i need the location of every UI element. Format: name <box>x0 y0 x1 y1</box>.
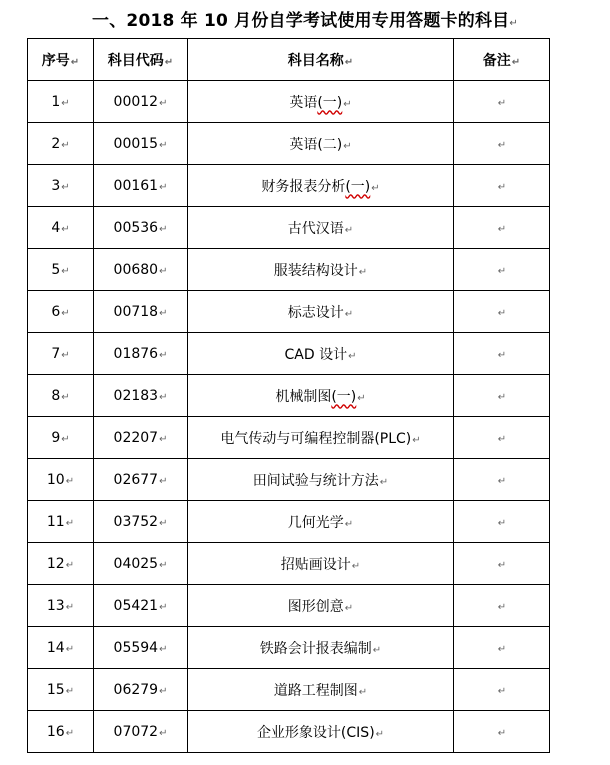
name-value: 图形创意 <box>287 598 344 615</box>
code-value: 00161 <box>113 177 159 194</box>
name-suffix-spellcheck: (一) <box>317 94 343 111</box>
cell-name <box>188 291 454 333</box>
paragraph-mark-icon: ↵ <box>159 685 168 697</box>
cell-seq <box>28 333 94 375</box>
paragraph-mark-icon: ↵ <box>497 391 507 403</box>
subjects-table <box>27 38 550 753</box>
paragraph-mark-icon: ↵ <box>497 517 507 529</box>
cell-code <box>94 669 188 711</box>
paragraph-mark-icon: ↵ <box>497 265 507 277</box>
name-value: 财务报表分析 <box>261 178 346 195</box>
cell-seq <box>28 417 94 459</box>
paragraph-mark-icon: ↵ <box>65 559 75 571</box>
seq-value: 15 <box>46 681 65 698</box>
paragraph-mark-icon: ↵ <box>159 307 168 319</box>
paragraph-mark-icon: ↵ <box>65 685 75 697</box>
paragraph-mark-icon: ↵ <box>65 601 75 613</box>
code-value: 04025 <box>113 555 159 572</box>
table-row <box>28 417 550 459</box>
header-name-label: 科目名称 <box>287 52 344 69</box>
cell-seq <box>28 291 94 333</box>
cell-code <box>94 375 188 417</box>
paragraph-mark-icon: ↵ <box>61 391 70 403</box>
table-row <box>28 291 550 333</box>
paragraph-mark-icon: ↵ <box>159 601 168 613</box>
cell-note <box>454 249 550 291</box>
paragraph-mark-icon: ↵ <box>61 97 70 109</box>
paragraph-mark-icon: ↵ <box>65 475 75 487</box>
cell-name <box>188 81 454 123</box>
table-row <box>28 375 550 417</box>
cell-seq <box>28 585 94 627</box>
table-row <box>28 165 550 207</box>
code-value: 00536 <box>113 219 159 236</box>
cell-note <box>454 81 550 123</box>
cell-code <box>94 123 188 165</box>
cell-note <box>454 543 550 585</box>
paragraph-mark-icon: ↵ <box>351 560 361 572</box>
code-value: 05594 <box>113 639 159 656</box>
seq-value: 3 <box>51 177 61 194</box>
table-row <box>28 669 550 711</box>
seq-value: 7 <box>51 345 61 362</box>
paragraph-mark-icon: ↵ <box>65 643 75 655</box>
header-name <box>188 39 454 81</box>
seq-value: 1 <box>51 93 61 110</box>
paragraph-mark-icon: ↵ <box>344 224 354 236</box>
paragraph-mark-icon: ↵ <box>497 223 507 235</box>
name-value: 道路工程制图 <box>273 682 358 699</box>
table-header-row <box>28 39 550 81</box>
cell-seq <box>28 375 94 417</box>
table-row <box>28 501 550 543</box>
cell-code <box>94 291 188 333</box>
paragraph-mark-icon: ↵ <box>372 644 382 656</box>
seq-value: 11 <box>46 513 65 530</box>
paragraph-mark-icon: ↵ <box>358 266 368 278</box>
header-seq-label: 序号 <box>41 52 70 69</box>
cell-name <box>188 417 454 459</box>
code-value: 07072 <box>113 723 159 740</box>
name-value: CAD 设计 <box>284 346 348 363</box>
cell-seq <box>28 459 94 501</box>
cell-name <box>188 375 454 417</box>
cell-name <box>188 627 454 669</box>
table-row <box>28 333 550 375</box>
cell-seq <box>28 123 94 165</box>
paragraph-mark-icon: ↵ <box>371 182 380 194</box>
paragraph-mark-icon: ↵ <box>509 18 518 29</box>
cell-name <box>188 249 454 291</box>
name-value: 田间试验与统计方法 <box>252 472 379 489</box>
cell-note <box>454 459 550 501</box>
paragraph-mark-icon: ↵ <box>497 727 507 739</box>
name-value: 英语 <box>289 94 318 111</box>
paragraph-mark-icon: ↵ <box>357 392 366 404</box>
document-title-text: 一、2018 年 10 月份自学考试使用专用答题卡的科目 <box>92 11 510 31</box>
name-value: 招贴画设计 <box>280 556 351 573</box>
paragraph-mark-icon: ↵ <box>159 643 168 655</box>
cell-code <box>94 627 188 669</box>
paragraph-mark-icon: ↵ <box>61 181 70 193</box>
cell-note <box>454 333 550 375</box>
paragraph-mark-icon: ↵ <box>159 349 168 361</box>
cell-note <box>454 585 550 627</box>
paragraph-mark-icon: ↵ <box>61 307 70 319</box>
name-value: 古代汉语 <box>287 220 344 237</box>
cell-note <box>454 711 550 753</box>
name-value: 机械制图 <box>275 388 332 405</box>
paragraph-mark-icon: ↵ <box>375 728 385 740</box>
cell-code <box>94 165 188 207</box>
cell-name <box>188 459 454 501</box>
paragraph-mark-icon: ↵ <box>343 140 352 152</box>
cell-note <box>454 417 550 459</box>
paragraph-mark-icon: ↵ <box>344 308 354 320</box>
paragraph-mark-icon: ↵ <box>497 433 507 445</box>
cell-note <box>454 669 550 711</box>
paragraph-mark-icon: ↵ <box>497 181 507 193</box>
cell-seq <box>28 249 94 291</box>
paragraph-mark-icon: ↵ <box>379 476 389 488</box>
cell-name <box>188 333 454 375</box>
cell-seq <box>28 81 94 123</box>
cell-seq <box>28 711 94 753</box>
cell-seq <box>28 501 94 543</box>
header-note <box>454 39 550 81</box>
paragraph-mark-icon: ↵ <box>497 643 507 655</box>
paragraph-mark-icon: ↵ <box>61 433 70 445</box>
table-row <box>28 123 550 165</box>
cell-code <box>94 585 188 627</box>
cell-code <box>94 207 188 249</box>
paragraph-mark-icon: ↵ <box>497 139 507 151</box>
seq-value: 14 <box>46 639 65 656</box>
document-title <box>0 6 610 31</box>
cell-note <box>454 165 550 207</box>
cell-seq <box>28 207 94 249</box>
cell-note <box>454 375 550 417</box>
paragraph-mark-icon: ↵ <box>61 223 70 235</box>
paragraph-mark-icon: ↵ <box>159 727 168 739</box>
paragraph-mark-icon: ↵ <box>159 433 168 445</box>
paragraph-mark-icon: ↵ <box>497 475 507 487</box>
code-value: 01876 <box>113 345 159 362</box>
name-suffix-spellcheck: (一) <box>331 388 357 405</box>
paragraph-mark-icon: ↵ <box>511 56 521 68</box>
table-row <box>28 627 550 669</box>
paragraph-mark-icon: ↵ <box>348 350 357 362</box>
cell-note <box>454 291 550 333</box>
seq-value: 10 <box>46 471 65 488</box>
paragraph-mark-icon: ↵ <box>70 56 80 68</box>
cell-seq <box>28 627 94 669</box>
table-row <box>28 249 550 291</box>
code-value: 00680 <box>113 261 159 278</box>
paragraph-mark-icon: ↵ <box>61 349 70 361</box>
paragraph-mark-icon: ↵ <box>159 475 168 487</box>
cell-code <box>94 501 188 543</box>
code-value: 00718 <box>113 303 159 320</box>
name-value: 标志设计 <box>287 304 344 321</box>
table-body <box>28 81 550 753</box>
paragraph-mark-icon: ↵ <box>497 349 507 361</box>
paragraph-mark-icon: ↵ <box>344 602 354 614</box>
seq-value: 2 <box>51 135 61 152</box>
paragraph-mark-icon: ↵ <box>159 391 168 403</box>
seq-value: 16 <box>46 723 65 740</box>
cell-note <box>454 501 550 543</box>
paragraph-mark-icon: ↵ <box>497 685 507 697</box>
table-row <box>28 585 550 627</box>
cell-seq <box>28 543 94 585</box>
cell-name <box>188 207 454 249</box>
paragraph-mark-icon: ↵ <box>159 139 168 151</box>
cell-code <box>94 333 188 375</box>
cell-name <box>188 711 454 753</box>
paragraph-mark-icon: ↵ <box>65 517 75 529</box>
table-row <box>28 207 550 249</box>
seq-value: 4 <box>51 219 61 236</box>
name-value: 英语(二) <box>289 136 343 153</box>
cell-note <box>454 627 550 669</box>
code-value: 00012 <box>113 93 159 110</box>
cell-code <box>94 249 188 291</box>
seq-value: 12 <box>46 555 65 572</box>
paragraph-mark-icon: ↵ <box>412 434 421 446</box>
name-value: 企业形象设计(CIS) <box>256 724 375 741</box>
paragraph-mark-icon: ↵ <box>159 223 168 235</box>
paragraph-mark-icon: ↵ <box>343 98 352 110</box>
cell-code <box>94 459 188 501</box>
code-value: 03752 <box>113 513 159 530</box>
cell-code <box>94 543 188 585</box>
cell-note <box>454 207 550 249</box>
seq-value: 5 <box>51 261 61 278</box>
paragraph-mark-icon: ↵ <box>164 56 174 68</box>
paragraph-mark-icon: ↵ <box>358 686 368 698</box>
cell-code <box>94 81 188 123</box>
paragraph-mark-icon: ↵ <box>344 518 354 530</box>
cell-name <box>188 501 454 543</box>
name-value: 几何光学 <box>287 514 344 531</box>
paragraph-mark-icon: ↵ <box>61 265 70 277</box>
code-value: 02207 <box>113 429 159 446</box>
paragraph-mark-icon: ↵ <box>159 559 168 571</box>
cell-seq <box>28 165 94 207</box>
cell-name <box>188 123 454 165</box>
cell-code <box>94 417 188 459</box>
paragraph-mark-icon: ↵ <box>159 265 168 277</box>
table-row <box>28 81 550 123</box>
code-value: 02183 <box>113 387 159 404</box>
paragraph-mark-icon: ↵ <box>159 97 168 109</box>
table-row <box>28 459 550 501</box>
name-suffix-spellcheck: (一) <box>345 178 371 195</box>
name-value: 铁路会计报表编制 <box>259 640 372 657</box>
paragraph-mark-icon: ↵ <box>344 56 354 68</box>
paragraph-mark-icon: ↵ <box>497 307 507 319</box>
cell-name <box>188 543 454 585</box>
code-value: 06279 <box>113 681 159 698</box>
seq-value: 6 <box>51 303 61 320</box>
table-row <box>28 543 550 585</box>
header-seq <box>28 39 94 81</box>
cell-name <box>188 165 454 207</box>
paragraph-mark-icon: ↵ <box>497 559 507 571</box>
cell-note <box>454 123 550 165</box>
name-value: 电气传动与可编程控制器(PLC) <box>220 430 412 447</box>
paragraph-mark-icon: ↵ <box>65 727 75 739</box>
cell-seq <box>28 669 94 711</box>
seq-value: 8 <box>51 387 61 404</box>
header-code <box>94 39 188 81</box>
paragraph-mark-icon: ↵ <box>159 181 168 193</box>
cell-name <box>188 585 454 627</box>
cell-code <box>94 711 188 753</box>
paragraph-mark-icon: ↵ <box>159 517 168 529</box>
seq-value: 9 <box>51 429 61 446</box>
code-value: 00015 <box>113 135 159 152</box>
paragraph-mark-icon: ↵ <box>497 601 507 613</box>
paragraph-mark-icon: ↵ <box>497 97 507 109</box>
cell-name <box>188 669 454 711</box>
name-value: 服装结构设计 <box>273 262 358 279</box>
paragraph-mark-icon: ↵ <box>61 139 70 151</box>
code-value: 05421 <box>113 597 159 614</box>
header-code-label: 科目代码 <box>107 52 164 69</box>
table-row <box>28 711 550 753</box>
code-value: 02677 <box>113 471 159 488</box>
seq-value: 13 <box>46 597 65 614</box>
header-note-label: 备注 <box>482 52 511 69</box>
